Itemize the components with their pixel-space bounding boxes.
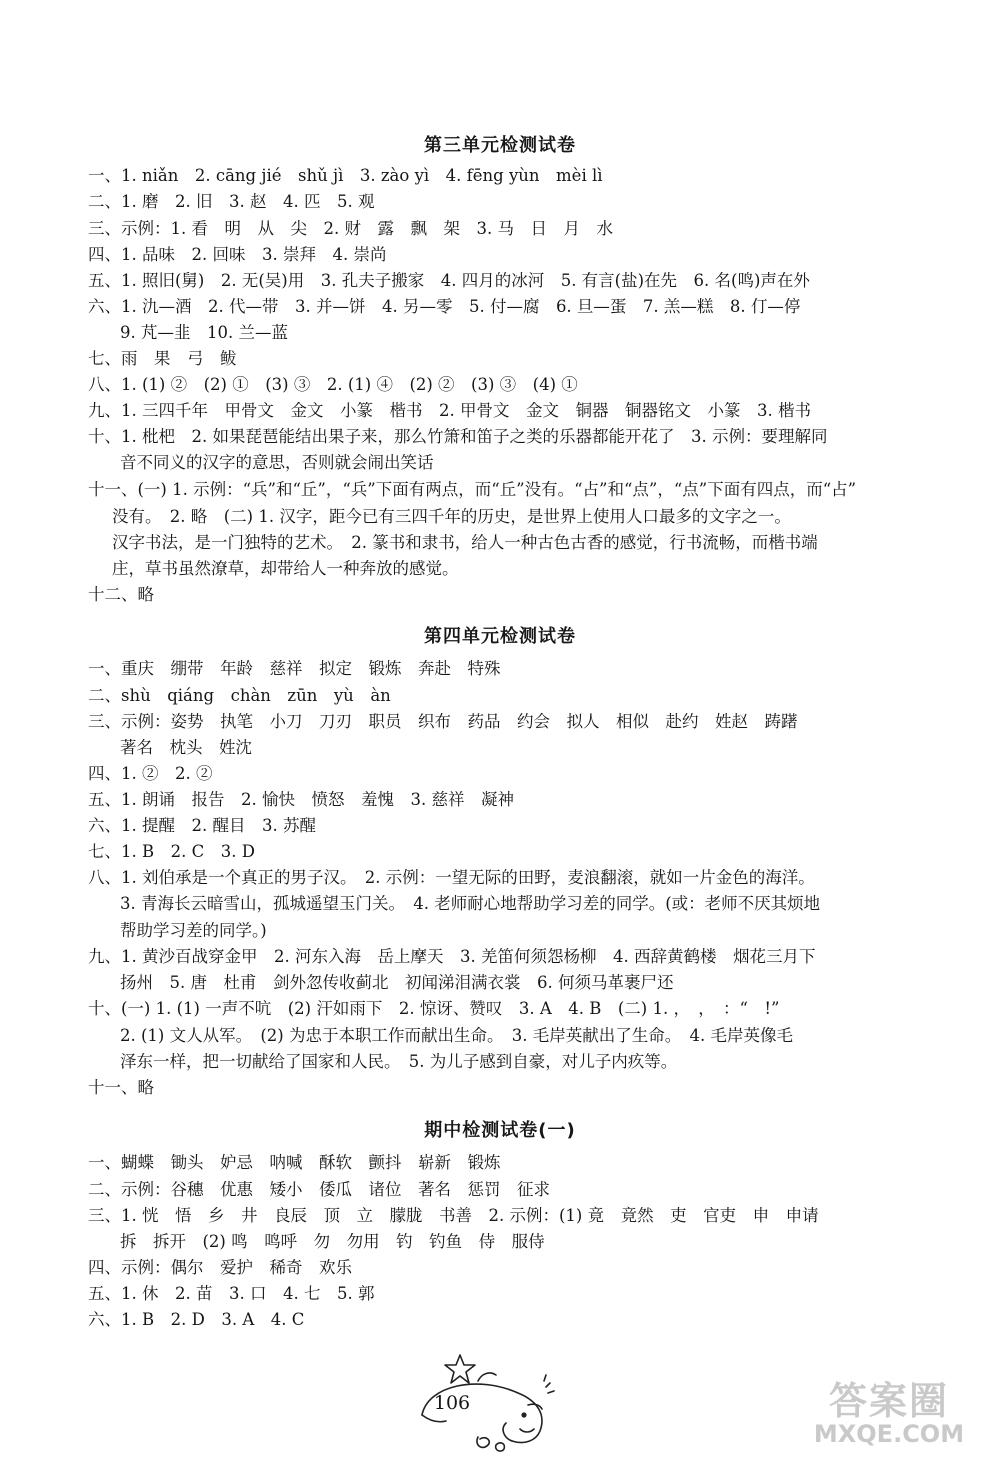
answer-line: 五、1. 朗诵 报告 2. 愉快 愤怒 羞愧 3. 慈祥 凝神 [88, 790, 514, 809]
answer-line: 拆 拆开 (2) 鸣 鸣呼 勿 勿用 钓 钓鱼 侍 服侍 [120, 1232, 545, 1251]
answer-line: 帮助学习差的同学。) [120, 921, 267, 940]
answer-line: 二、1. 磨 2. 旧 3. 赵 4. 匹 5. 观 [88, 192, 375, 211]
answer-line: 八、1. 刘伯承是一个真正的男子汉。 2. 示例：一望无际的田野，麦浪翻滚，就如一片金色的海洋。 [88, 868, 815, 887]
answer-line: 四、1. ② 2. ② [88, 764, 213, 783]
answer-line: 九、1. 三四千年 甲骨文 金文 小篆 楷书 2. 甲骨文 金文 铜器 铜器铭文 小篆 3. 楷书 [88, 401, 811, 420]
answer-line: 六、1. 氿—酒 2. 代—带 3. 并—饼 4. 另—零 5. 付—腐 6. 旦—蛋 7. 羔—糕 8. 仃—停 [88, 297, 801, 316]
answer-line: 9. 芃—韭 10. 兰—蓝 [120, 323, 288, 342]
answer-line: 3. 青海长云暗雪山，孤城遥望玉门关。 4. 老师耐心地帮助学习差的同学。(或：老师不厌其烦地 [120, 894, 821, 913]
watermark-logo-text: 答案圈 [828, 1379, 949, 1423]
answer-line: 四、1. 品味 2. 回味 3. 崇拜 4. 崇尚 [88, 245, 387, 264]
answer-line: 庄，草书虽然潦草，却带给人一种奔放的感觉。 [112, 559, 459, 578]
answer-line: 十、(一) 1. (1) 一声不吭 (2) 汗如雨下 2. 惊讶、赞叹 3. A 4. B (二) 1. ， ， ：“ !” [88, 999, 780, 1018]
answer-line: 一、1. niǎn 2. cāng jié shǔ jì 3. zào yì 4. fēng yùn mèi lì [88, 166, 603, 185]
answer-line: 汉字书法，是一门独特的艺术。 2. 篆书和隶书，给人一种古色古香的感觉，行书流畅，而楷书端 [112, 533, 818, 552]
answer-line: 2. (1) 文人从军。 (2) 为忠于本职工作而献出生命。 3. 毛岸英献出了生命。 4. 毛岸英像毛 [120, 1026, 793, 1045]
section-title-unit-3: 第三单元检测试卷 [424, 135, 576, 156]
answer-line: 三、示例：1. 看 明 从 尖 2. 财 露 飘 架 3. 马 日 月 水 [88, 219, 613, 238]
answer-line: 十二、略 [88, 585, 154, 604]
answer-line: 二、示例：谷穗 优惠 矮小 倭瓜 诸位 著名 惩罚 征求 [88, 1180, 550, 1199]
watermark [796, 1370, 982, 1454]
answer-line: 泽东一样，把一切献给了国家和人民。 5. 为儿子感到自豪，对儿子内疚等。 [120, 1052, 678, 1071]
answer-line: 二、shù qiáng chàn zūn yù àn [88, 686, 391, 705]
answer-line: 四、示例：偶尔 爱护 稀奇 欢乐 [88, 1258, 352, 1277]
answer-line: 扬州 5. 唐 杜甫 剑外忽传收蓟北 初闻涕泪满衣裳 6. 何须马革裹尸还 [120, 973, 674, 992]
answer-line: 一、重庆 绷带 年龄 慈祥 拟定 锻炼 奔赴 特殊 [88, 659, 501, 678]
answer-line: 九、1. 黄沙百战穿金甲 2. 河东入海 岳上摩天 3. 羌笛何须怨杨柳 4. 西辞黄鹤楼 烟花三月下 [88, 947, 816, 966]
answer-line: 一、蝴蝶 锄头 妒忌 呐喊 酥软 颤抖 崭新 锻炼 [88, 1153, 501, 1172]
answer-line: 六、1. B 2. D 3. A 4. C [88, 1310, 305, 1329]
answer-line: 十一、(一) 1. 示例：“兵”和“丘”，“兵”下面有两点，而“丘”没有。“占”和“点”，“点”下面有四点，而“占” [88, 480, 857, 499]
answer-line: 六、1. 提醒 2. 醒目 3. 苏醒 [88, 816, 316, 835]
answer-line: 八、1. (1) ② (2) ① (3) ③ 2. (1) ④ (2) ② (3) ③ (4) ① [88, 375, 578, 394]
page-number: 106 [433, 1392, 471, 1414]
answer-line: 三、1. 恍 悟 乡 井 良辰 顶 立 朦胧 书善 2. 示例：(1) 竟 竟然 吏 官吏 申 申请 [88, 1206, 819, 1225]
section-title-midterm-1: 期中检测试卷(一) [424, 1120, 576, 1141]
section-title-unit-4: 第四单元检测试卷 [424, 626, 576, 647]
answer-line: 著名 枕头 姓沈 [120, 738, 252, 757]
answer-line: 七、1. B 2. C 3. D [88, 842, 255, 861]
answer-line: 十一、略 [88, 1078, 154, 1097]
answer-line: 音不同义的汉字的意思，否则就会闹出笑话 [120, 453, 434, 472]
answer-line: 七、雨 果 弓 鲅 [88, 349, 237, 368]
answer-line: 十、1. 枇杷 2. 如果琵琶能结出果子来，那么竹箫和笛子之类的乐器都能开花了 3. 示例：要理解同 [88, 427, 828, 446]
answer-line: 五、1. 照旧(舅) 2. 无(吴)用 3. 孔夫子搬家 4. 四月的冰河 5. 有言(盐)在先 6. 名(鸣)声在外 [88, 271, 810, 290]
answer-line: 三、示例：姿势 执笔 小刀 刀刃 职员 织布 药品 约会 拟人 相似 赴约 姓赵 踌躇 [88, 712, 798, 731]
answer-line: 没有。 2. 略 (二) 1. 汉字，距今已有三四千年的历史，是世界上使用人口最多的文字之一。 [112, 507, 791, 526]
answer-line: 五、1. 休 2. 苗 3. 口 4. 七 5. 郭 [88, 1284, 375, 1303]
watermark-url: MXQE.COM [813, 1420, 965, 1448]
